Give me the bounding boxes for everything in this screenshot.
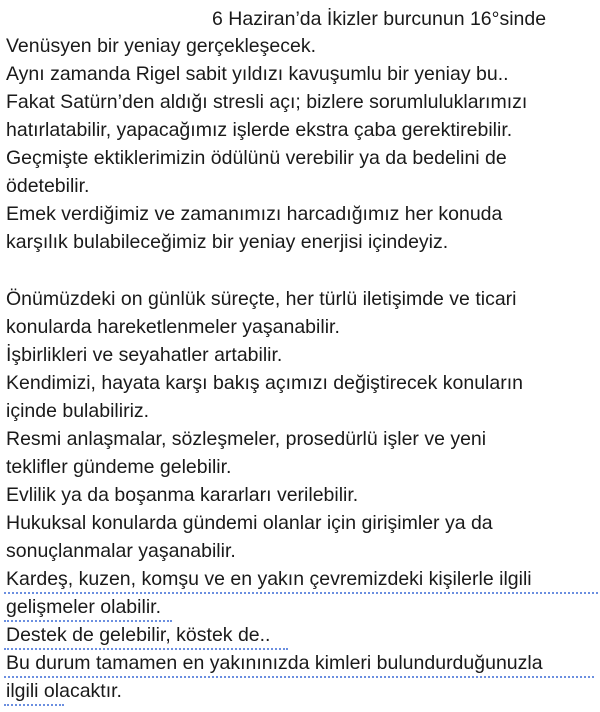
text-line: hatırlatabilir, yapacağımız işlerde ekstra çaba gerektirebilir. [6, 119, 513, 141]
text-line: 6 Haziran’da İkizler burcunun 16°sinde [212, 8, 547, 30]
text-line: Evlilik ya da boşanma kararları verilebilir. [6, 484, 359, 506]
text-line: Önümüzdeki on günlük süreçte, her türlü iletişimde ve ticari [6, 288, 517, 310]
text-line: Resmi anlaşmalar, sözleşmeler, prosedürlü işler ve yeni [6, 428, 487, 450]
text-line: Kendimizi, hayata karşı bakış açımızı değiştirecek konuların [6, 372, 523, 394]
link-text-line[interactable]: Destek de gelebilir, köstek de.. [6, 624, 271, 646]
text-line: teklifler gündeme gelebilir. [6, 456, 232, 478]
text-line: Hukuksal konularda gündemi olanlar için girişimler ya da [6, 512, 493, 534]
text-line: Geçmişte ektiklerimizin ödülünü verebilir ya da bedelini de [6, 147, 507, 169]
link-text-line[interactable]: gelişmeler olabilir. [6, 596, 161, 618]
text-line: konularda hareketlenmeler yaşanabilir. [6, 316, 340, 338]
text-line: Venüsyen bir yeniay gerçekleşecek. [6, 35, 317, 57]
text-line: sonuçlanmalar yaşanabilir. [6, 540, 236, 562]
text-line: Aynı zamanda Rigel sabit yıldızı kavuşumlu bir yeniay bu.. [6, 63, 509, 85]
text-line: içinde bulabiliriz. [6, 400, 150, 422]
text-line: İşbirlikleri ve seyahatler artabilir. [6, 344, 283, 366]
link-text-line[interactable]: Bu durum tamamen en yakınınızda kimleri bulundurduğunuzla [6, 652, 543, 674]
link-text-line[interactable]: ilgili olacaktır. [6, 680, 122, 702]
text-line: Fakat Satürn’den aldığı stresli açı; bizlere sorumluluklarımızı [6, 91, 528, 113]
link-text-line[interactable]: Kardeş, kuzen, komşu ve en yakın çevremizdeki kişilerle ilgili [6, 568, 532, 590]
dotted-underline [4, 704, 64, 706]
text-line: Emek verdiğimiz ve zamanımızı harcadığımız her konuda [6, 203, 503, 225]
text-line: karşılık bulabileceğimiz bir yeniay enerjisi içindeyiz. [6, 231, 449, 253]
text-line: ödetebilir. [6, 175, 90, 197]
